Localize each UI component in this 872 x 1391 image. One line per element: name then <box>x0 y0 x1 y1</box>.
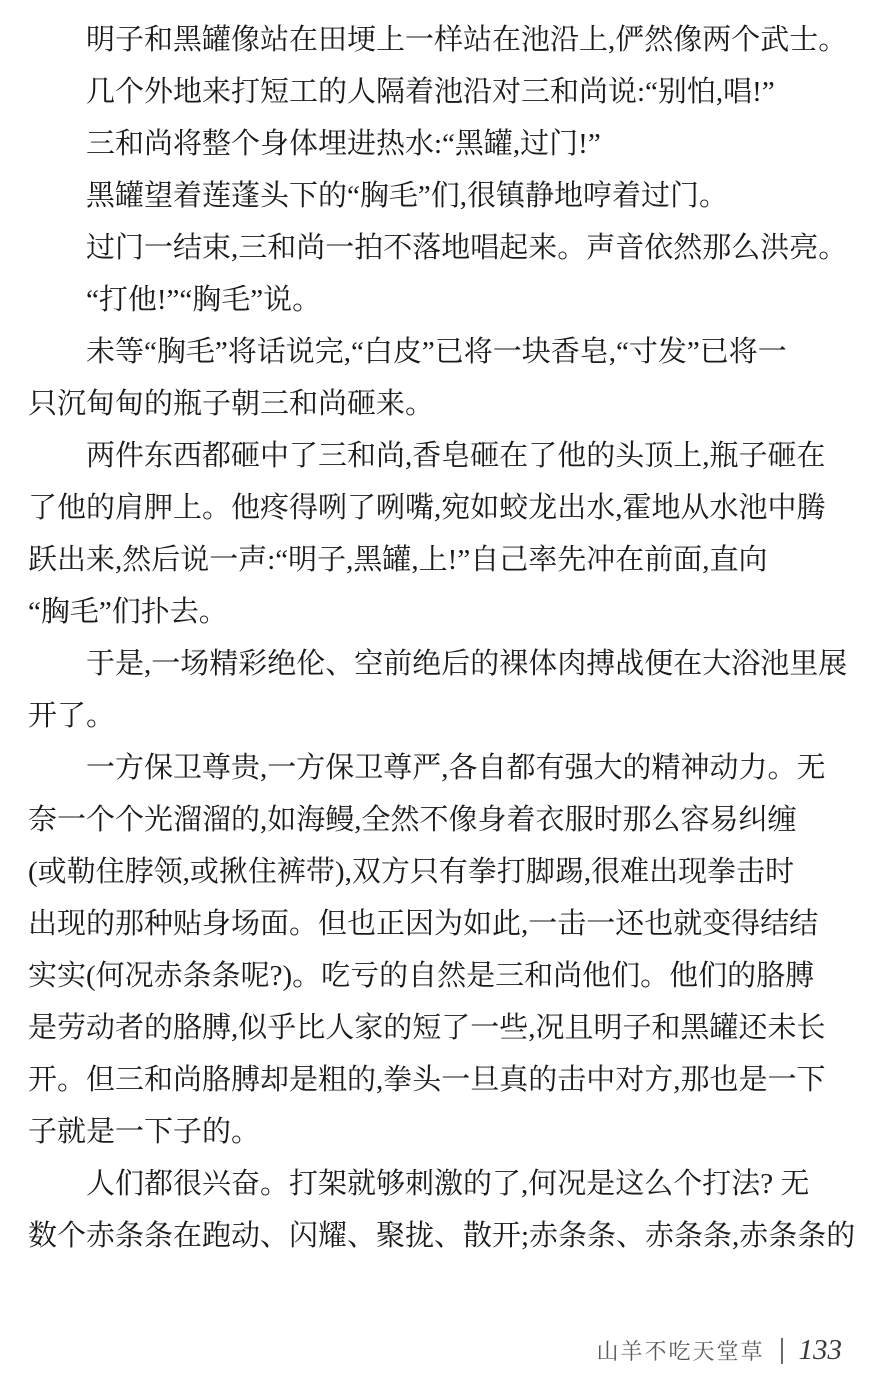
text-line: 奈一个个光溜溜的,如海鳗,全然不像身着衣服时那么容易纠缠 <box>28 804 797 836</box>
footer-divider <box>781 1338 783 1364</box>
text-line: 了他的肩胛上。他疼得咧了咧嘴,宛如蛟龙出水,霍地从水池中腾 <box>28 492 826 524</box>
text-line: 几个外地来打短工的人隔着池沿对三和尚说:“别怕,唱!” <box>86 76 775 108</box>
text-line: “胸毛”们扑去。 <box>28 596 228 628</box>
text-line: 是劳动者的胳膊,似乎比人家的短了一些,况且明子和黑罐还未长 <box>28 1012 826 1044</box>
text-line: 于是,一场精彩绝伦、空前绝后的裸体肉搏战便在大浴池里展 <box>86 648 848 680</box>
text-line: 三和尚将整个身体埋进热水:“黑罐,过门!” <box>86 128 601 160</box>
text-line: (或勒住脖领,或揪住裤带),双方只有拳打脚踢,很难出现拳击时 <box>28 856 795 888</box>
text-line: 子就是一下子的。 <box>28 1116 261 1148</box>
page-body <box>28 14 856 1262</box>
text-line: 未等“胸毛”将话说完,“白皮”已将一块香皂,“寸发”已将一 <box>86 336 787 368</box>
text-line: 数个赤条条在跑动、闪耀、聚拢、散开;赤条条、赤条条,赤条条的 <box>28 1220 856 1252</box>
text-line: 实实(何况赤条条呢?)。吃亏的自然是三和尚他们。他们的胳膊 <box>28 960 815 992</box>
footer-page-number: 133 <box>798 1334 842 1366</box>
text-line: 两件东西都砸中了三和尚,香皂砸在了他的头顶上,瓶子砸在 <box>86 440 826 472</box>
page-footer <box>596 1334 842 1367</box>
text-line: 开了。 <box>28 700 116 732</box>
text-line: 出现的那种贴身场面。但也正因为如此,一击一还也就变得结结 <box>28 908 819 940</box>
text-line: “打他!”“胸毛”说。 <box>86 284 322 316</box>
text-line: 明子和黑罐像站在田埂上一样站在池沿上,俨然像两个武士。 <box>86 24 848 56</box>
text-line: 只沉甸甸的瓶子朝三和尚砸来。 <box>28 388 435 420</box>
text-line: 一方保卫尊贵,一方保卫尊严,各自都有强大的精神动力。无 <box>86 752 826 784</box>
footer-book-title: 山羊不吃天堂草 <box>596 1339 765 1364</box>
text-line: 黑罐望着莲蓬头下的“胸毛”们,很镇静地哼着过门。 <box>86 180 728 212</box>
text-line: 过门一结束,三和尚一拍不落地唱起来。声音依然那么洪亮。 <box>86 232 848 264</box>
text-line: 人们都很兴奋。打架就够刺激的了,何况是这么个打法? 无 <box>86 1168 810 1200</box>
text-line: 开。但三和尚胳膊却是粗的,拳头一旦真的击中对方,那也是一下 <box>28 1064 826 1096</box>
text-line: 跃出来,然后说一声:“明子,黑罐,上!”自己率先冲在前面,直向 <box>28 544 768 576</box>
